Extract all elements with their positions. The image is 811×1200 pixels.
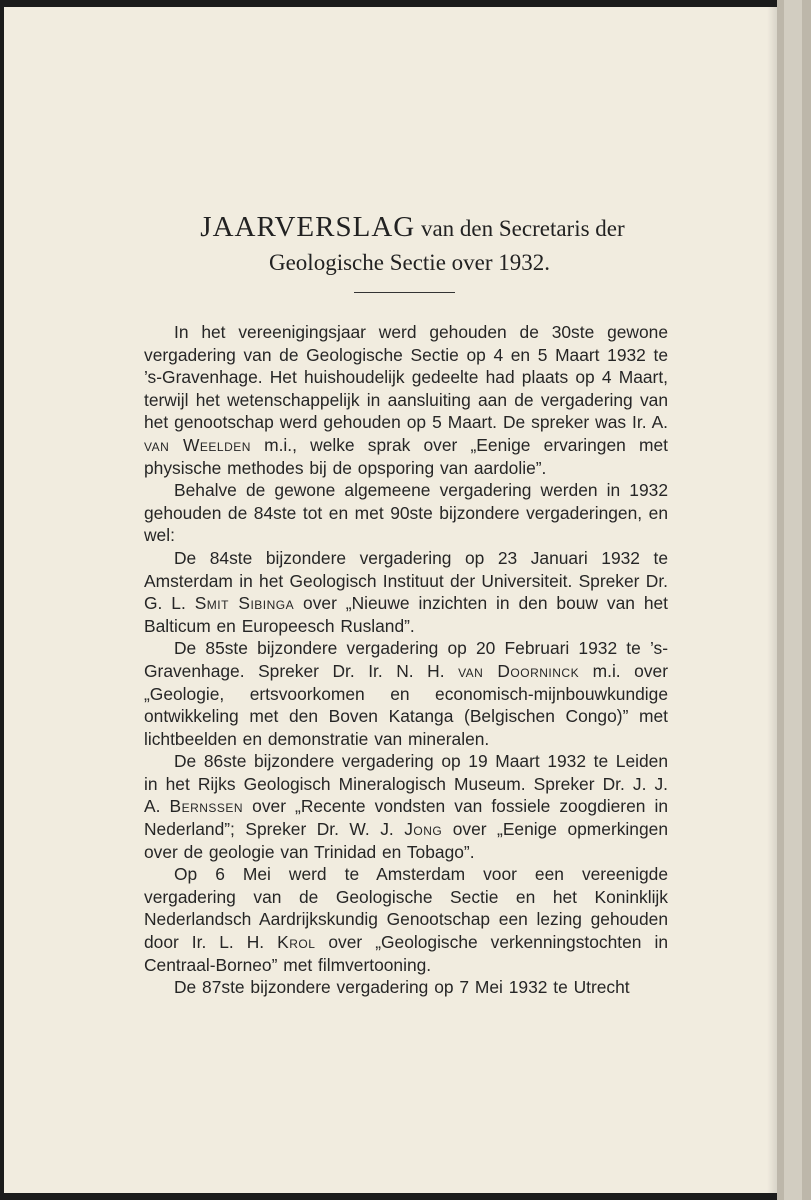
title-rest: van den Secretaris der: [415, 216, 625, 241]
text-run: De 84ste bijzondere vergadering op 23 Januari 1932 te Amsterdam in het Geologisch Instituut der Universiteit. Spreker Dr. G. L.: [144, 547, 668, 614]
scan-edge-inner: [784, 0, 802, 1200]
text-run: over „Nieuwe inzichten in den bouw van het Balticum en Europeesch Rusland”.: [144, 593, 669, 636]
text-run: m.i. over „Geologie, ertsvoorkomen en economisch-mijnbouwkundige ontwikkeling met den Boven Katanga (Belgischen Congo)” met lichtbeelden en demonstratie van mineralen.: [144, 660, 668, 749]
paragraph-4: [144, 637, 668, 750]
text-run: m.i., welke sprak over „Eenige ervaringen met physische methodes bij de opsporing van aardolie”.: [144, 434, 668, 478]
body-text: [144, 321, 668, 999]
text-run: In het vereenigingsjaar werd gehouden de 30ste gewone vergadering van de Geologische Sectie op 4 en 5 Maart 1932 te ’s-Gravenhage. Het huishoudelijk gedeelte had plaats op 4 Maart, terwijl het wetenschappelijk in aansluiting aan de vergadering van het genootschap werd gehouden op 5 Maart. De spreker was Ir. A.: [144, 322, 668, 433]
title-word: JAARVERSLAG: [200, 211, 416, 243]
person-name: Bernssen: [169, 796, 244, 817]
paragraph-1: [144, 321, 668, 479]
text-run: De 86ste bijzondere vergadering op 19 Maart 1932 te Leiden in het Rijks Geologisch Mineralogisch Museum. Spreker Dr. J. J. A.: [144, 751, 668, 817]
text-run: over „Recente vondsten van fossiele zoogdieren in Nederland”; Spreker Dr. W. J.: [144, 796, 668, 840]
paragraph-6: [144, 863, 668, 976]
person-name: Smit Sibinga: [194, 593, 295, 614]
text-run: over „Eenige opmerkingen over de geologie van Trinidad en Tobago”.: [144, 819, 668, 862]
person-name: Krol: [277, 932, 316, 953]
person-name: Jong: [404, 819, 443, 840]
person-name: van Doorninck: [458, 660, 580, 681]
paragraph-2: Behalve de gewone algemeene vergadering werden in 1932 gehouden de 84ste tot en met 90ste bijzondere vergaderingen, en wel:: [144, 480, 668, 546]
title-line-2: Geologische Sectie over 1932.: [268, 250, 551, 275]
title-line-1: [0, 210, 811, 246]
page-title: [0, 210, 811, 279]
text-run: De 85ste bijzondere vergadering op 20 Februari 1932 te ’s-Gravenhage. Spreker Dr. Ir. N. H.: [144, 638, 668, 681]
paragraph-7: De 87ste bijzondere vergadering op 7 Mei 1932 te Utrecht: [174, 977, 630, 998]
person-name: van Weelden: [144, 434, 251, 455]
text-run: over „Geologische verkenningstochten in Centraal-Borneo” met filmvertooning.: [144, 932, 668, 975]
title-divider: [354, 292, 455, 293]
text-run: Op 6 Mei werd te Amsterdam voor een vereenigde vergadering van de Geologische Sectie en het Koninklijk Nederlandsch Aardrijkskundig Genootschap een lezing gehouden door Ir. L. H.: [144, 864, 668, 953]
paragraph-5: [144, 750, 668, 863]
paragraph-3: [144, 547, 668, 637]
